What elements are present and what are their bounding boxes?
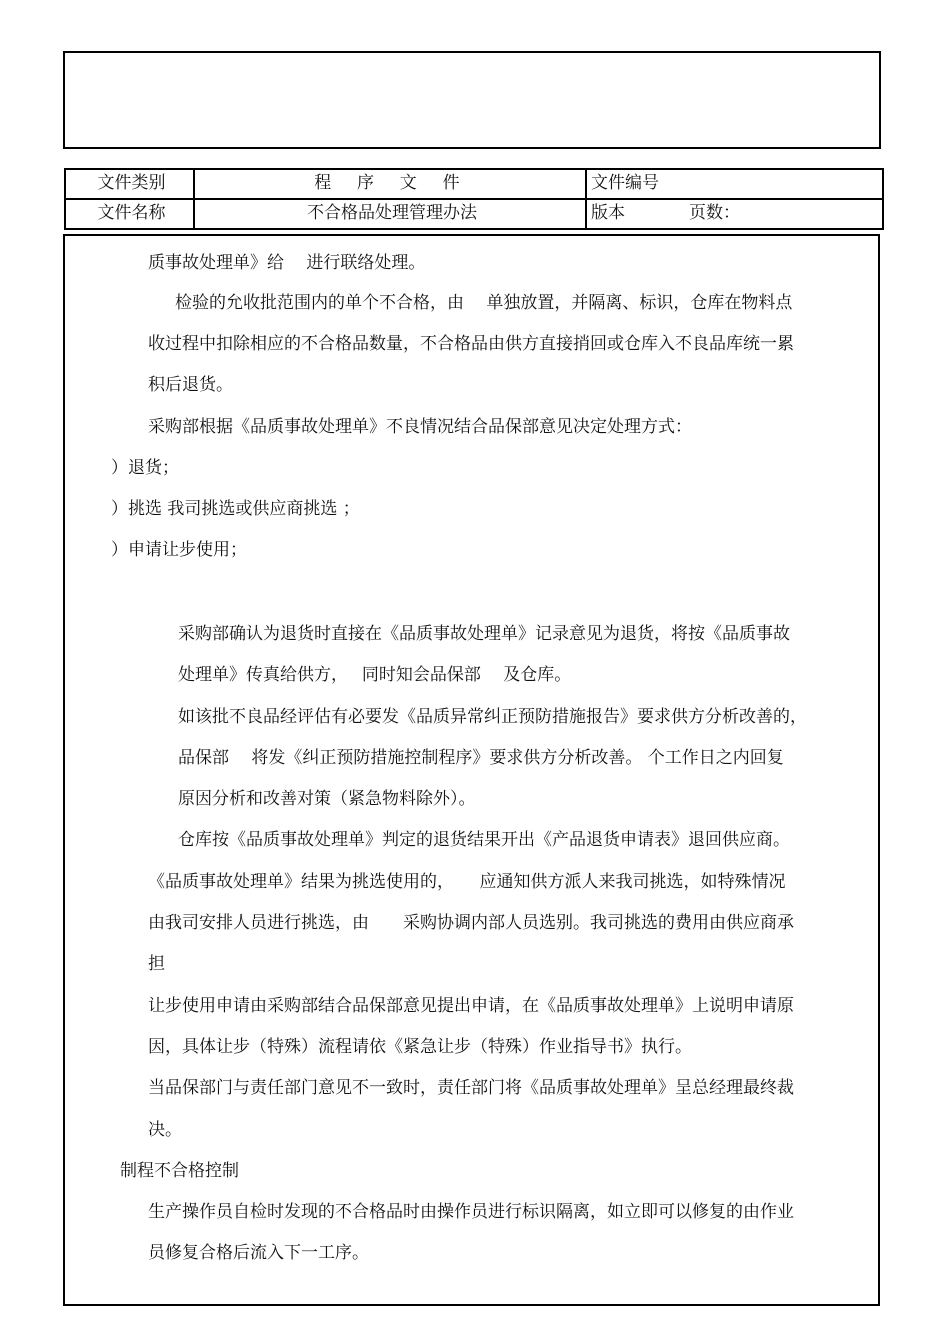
- body-line: 让步使用申请由采购部结合品保部意见提出申请，在《品质事故处理单》上说明申请原: [148, 996, 794, 1016]
- body-line: 品保部 将发《纠正预防措施控制程序》要求供方分析改善。 个工作日之内回复: [178, 748, 784, 768]
- body-line: 《品质事故处理单》结果为挑选使用的， 应通知供方派人来我司挑选，如特殊情况: [148, 872, 786, 892]
- body-line: 员修复合格后流入下一工序。: [148, 1243, 369, 1263]
- file-name-value: 不合格品处理管理办法: [194, 199, 586, 229]
- header-row-name: [65, 199, 883, 229]
- body-line: 质事故处理单》给 进行联络处理。: [148, 253, 426, 273]
- body-line: 生产操作员自检时发现的不合格品时由操作员进行标识隔离，如立即可以修复的由作业: [148, 1202, 794, 1222]
- body-line: 仓库按《品质事故处理单》判定的退货结果开出《产品退货申请表》退回供应商。: [178, 830, 790, 850]
- file-name-label: 文件名称: [65, 199, 194, 229]
- body-line: 处理单》传真给供方， 同时知会品保部 及仓库。: [178, 665, 572, 685]
- version-page-cell: [586, 199, 883, 229]
- version-label: 版本: [591, 203, 625, 223]
- file-category-value: 程 序 文 件: [314, 173, 470, 193]
- page-count-label: 页数：: [689, 203, 740, 223]
- document-logo-box: [63, 51, 881, 149]
- file-number-label: 文件编号: [586, 169, 883, 199]
- body-line: 因，具体让步（特殊）流程请依《紧急让步（特殊）作业指导书》执行。: [148, 1037, 692, 1057]
- body-line: 积后退货。: [148, 375, 233, 395]
- body-line: 如该批不良品经评估有必要发《品质异常纠正预防措施报告》要求供方分析改善的，: [178, 707, 807, 727]
- body-line: ）退货；: [111, 458, 179, 478]
- body-line: 当品保部门与责任部门意见不一致时，责任部门将《品质事故处理单》呈总经理最终裁: [148, 1078, 794, 1098]
- body-line: 采购部确认为退货时直接在《品质事故处理单》记录意见为退货，将按《品质事故: [178, 624, 790, 644]
- section-heading: 制程不合格控制: [120, 1161, 239, 1181]
- document-header-table: [64, 168, 884, 230]
- header-row-category: [65, 169, 883, 199]
- body-line: ）申请让步使用；: [111, 540, 247, 560]
- body-line: 由我司安排人员进行挑选，由 采购协调内部人员选别。我司挑选的费用由供应商承: [148, 913, 794, 933]
- file-category-label: 文件类别: [65, 169, 194, 199]
- body-line: ）挑选 我司挑选或供应商挑选 ；: [111, 499, 360, 519]
- body-line: 收过程中扣除相应的不合格品数量，不合格品由供方直接捎回或仓库入不良品库统一累: [148, 334, 794, 354]
- body-line: 原因分析和改善对策（紧急物料除外）。: [178, 789, 476, 809]
- body-line: 决。: [148, 1120, 182, 1140]
- body-line: 采购部根据《品质事故处理单》不良情况结合品保部意见决定处理方式：: [148, 417, 692, 437]
- body-line: 检验的允收批范围内的单个不合格，由 单独放置，并隔离、标识，仓库在物料点: [175, 293, 793, 313]
- body-line: 担: [148, 954, 165, 974]
